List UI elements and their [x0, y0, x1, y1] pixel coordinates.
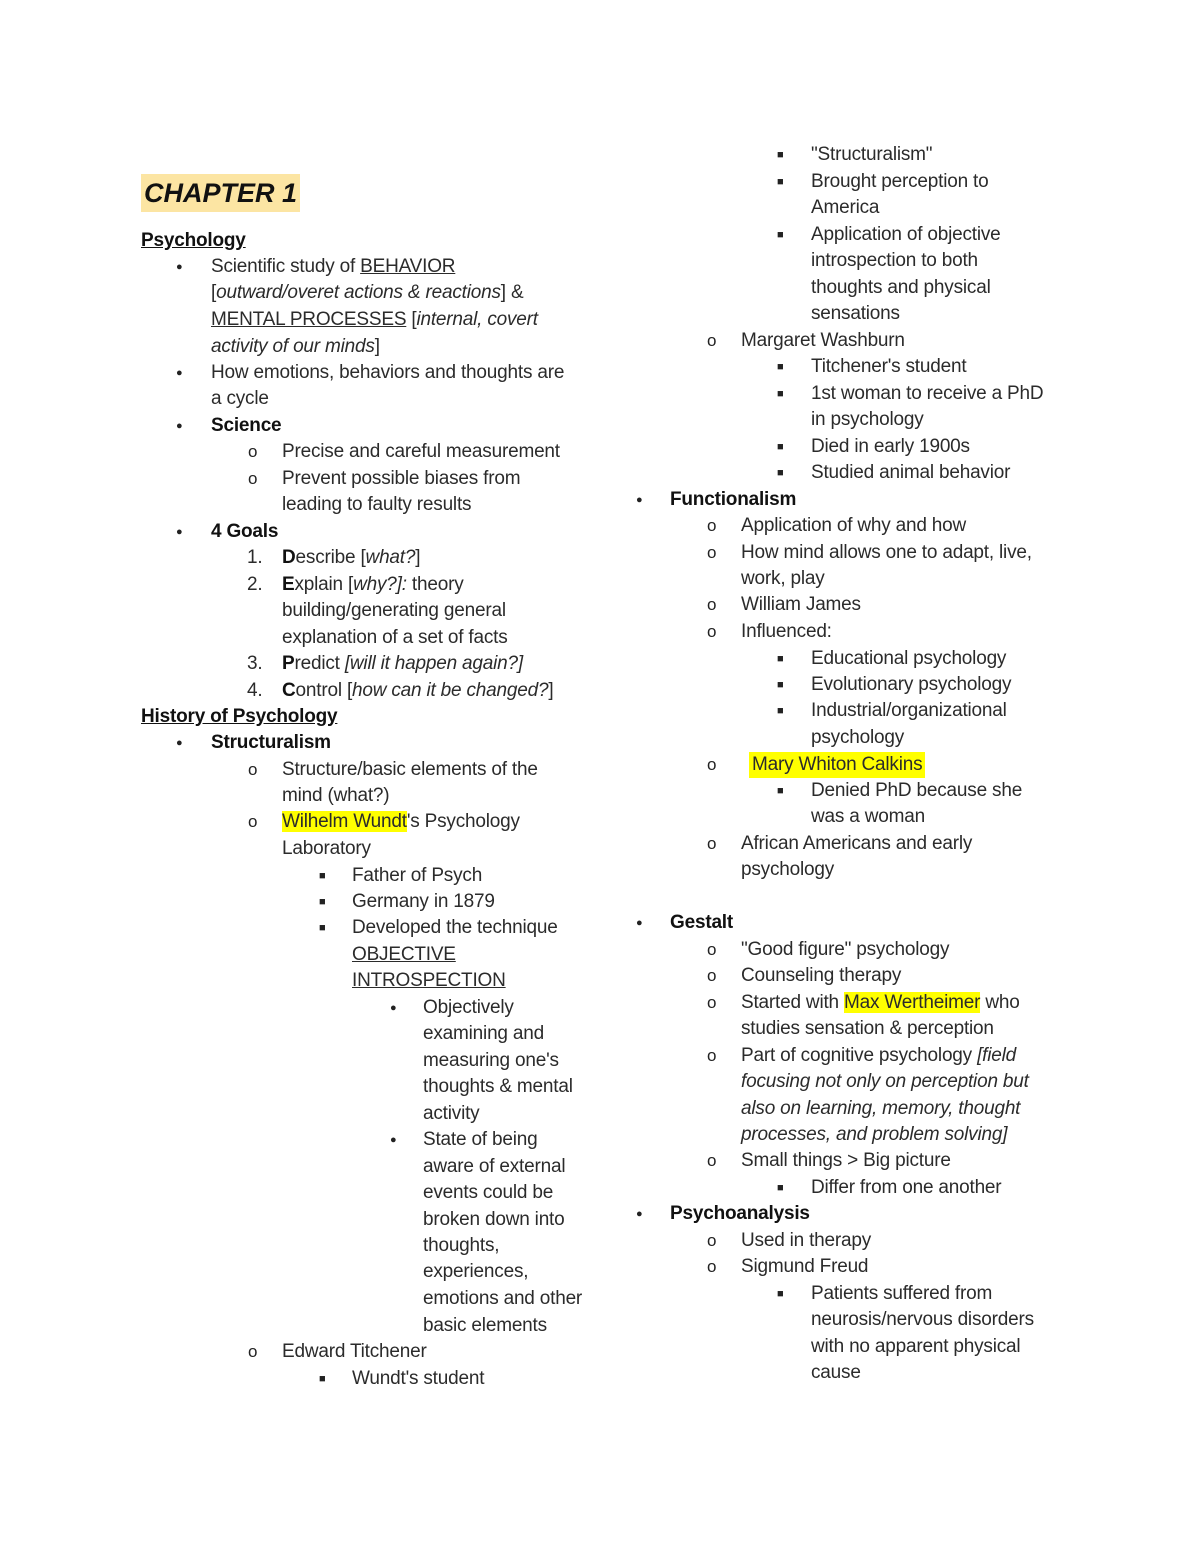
bullet-square [777, 381, 784, 409]
bullet-square [777, 222, 784, 250]
application-line: thoughts and physical [811, 277, 991, 298]
goal-explain-line-3: explanation of a set of facts [282, 627, 508, 648]
germany-item: Germany in 1879 [352, 891, 495, 912]
patients-line: neurosis/nervous disorders [811, 1309, 1034, 1330]
cognitive-line-1: Part of cognitive psychology [field [741, 1045, 1016, 1066]
bullet-square [319, 863, 326, 891]
african-line-1: African Americans and early [741, 833, 973, 854]
state-line: aware of external [423, 1156, 566, 1177]
goal-number: 4. [247, 680, 263, 701]
gestalt-label: Gestalt [670, 912, 734, 933]
patients-line: Patients suffered from [811, 1283, 993, 1304]
state-line: emotions and other [423, 1288, 583, 1309]
died-item: Died in early 1900s [811, 436, 970, 457]
precise-item: Precise and careful measurement [282, 441, 560, 462]
influenced-label: Influenced: [741, 621, 832, 642]
state-line: experiences, [423, 1261, 529, 1282]
bullet-circle [707, 937, 716, 963]
brought-line-2: America [811, 197, 880, 218]
wundt-student-item: Wundt's student [352, 1368, 485, 1389]
mind-line-2: work, play [741, 568, 825, 589]
calkins-name: Mary Whiton Calkins [749, 752, 925, 778]
bullet-square [319, 889, 326, 917]
bullet-circle [707, 513, 716, 539]
father-item: Father of Psych [352, 865, 483, 886]
bullet-square [777, 460, 784, 488]
goal-explain: Explain [why?]: theory [282, 574, 464, 595]
objectively-line: examining and [423, 1023, 544, 1044]
bullet-square [777, 354, 784, 382]
bullet-disc [176, 519, 183, 547]
definition-line-4: activity of our minds] [211, 336, 380, 357]
bullet-square [777, 778, 784, 806]
bullet-disc [636, 910, 643, 938]
structure-line-1: Structure/basic elements of the [282, 759, 538, 780]
started-line-2: studies sensation & perception [741, 1018, 994, 1039]
started-line-1: Started with Max Wertheimer who [741, 992, 1020, 1013]
first-woman-line-2: in psychology [811, 409, 924, 430]
brought-line-1: Brought perception to [811, 171, 989, 192]
washburn-name: Margaret Washburn [741, 330, 905, 351]
bullet-circle [707, 540, 716, 566]
objectively-line: activity [423, 1103, 480, 1124]
bullet-circle [707, 328, 716, 354]
psychoanalysis-label: Psychoanalysis [670, 1203, 810, 1224]
good-figure-item: "Good figure" psychology [741, 939, 950, 960]
bullet-disc [176, 730, 183, 758]
bullet-circle [707, 592, 716, 618]
objective-term: OBJECTIVE [352, 944, 456, 965]
african-line-2: psychology [741, 859, 835, 880]
bullet-circle [248, 1339, 257, 1365]
patients-line: cause [811, 1362, 861, 1383]
cognitive-line-2: focusing not only on perception but [741, 1071, 1029, 1092]
prevent-line-2: leading to faulty results [282, 494, 472, 515]
bullet-circle [248, 809, 257, 835]
objectively-line: measuring one's [423, 1050, 559, 1071]
state-line: thoughts, [423, 1235, 500, 1256]
definition-line-1: Scientific study of BEHAVIOR [211, 256, 456, 277]
goal-number: 3. [247, 653, 263, 674]
why-how-item: Application of why and how [741, 515, 967, 536]
differ-item: Differ from one another [811, 1177, 1002, 1198]
bullet-disc [390, 995, 397, 1023]
bullet-circle [707, 752, 716, 778]
mind-line-1: How mind allows one to adapt, live, [741, 542, 1032, 563]
bullet-disc [636, 1201, 643, 1229]
educational-item: Educational psychology [811, 648, 1007, 669]
goal-predict: Predict [will it happen again?] [282, 653, 523, 674]
state-line: State of being [423, 1129, 538, 1150]
state-line: broken down into [423, 1209, 565, 1230]
psychology-heading: Psychology [141, 230, 246, 251]
wundt-line-2: Laboratory [282, 838, 371, 859]
cognitive-line-3: also on learning, memory, thought [741, 1098, 1021, 1119]
bullet-square [777, 1175, 784, 1203]
counseling-item: Counseling therapy [741, 965, 902, 986]
definition-line-2: [outward/overet actions & reactions] & [211, 282, 524, 303]
james-name: William James [741, 594, 861, 615]
titchener-student-item: Titchener's student [811, 356, 967, 377]
bullet-square [777, 698, 784, 726]
bullet-circle [707, 1148, 716, 1174]
goals-label: 4 Goals [211, 521, 279, 542]
developed-item: Developed the technique [352, 917, 558, 938]
bullet-square [777, 672, 784, 700]
titchener-name: Edward Titchener [282, 1341, 427, 1362]
bullet-square [777, 434, 784, 462]
bullet-circle [707, 1254, 716, 1280]
bullet-square [777, 646, 784, 674]
state-line: basic elements [423, 1315, 547, 1336]
industrial-line-2: psychology [811, 727, 905, 748]
bullet-disc [176, 413, 183, 441]
animal-item: Studied animal behavior [811, 462, 1011, 483]
bullet-circle [248, 439, 257, 465]
bullet-circle [707, 963, 716, 989]
bullet-circle [707, 619, 716, 645]
structuralism-label: Structuralism [211, 732, 331, 753]
introspection-term: INTROSPECTION [352, 970, 506, 991]
application-line: introspection to both [811, 250, 978, 271]
bullet-circle [248, 466, 257, 492]
science-label: Science [211, 415, 282, 436]
bullet-disc [176, 254, 183, 282]
goal-control: Control [how can it be changed?] [282, 680, 554, 701]
therapy-item: Used in therapy [741, 1230, 872, 1251]
history-heading: History of Psychology [141, 706, 338, 727]
industrial-line-1: Industrial/organizational [811, 700, 1007, 721]
bullet-circle [707, 1228, 716, 1254]
prevent-line-1: Prevent possible biases from [282, 468, 521, 489]
bullet-disc [390, 1127, 397, 1155]
cycle-line-2: a cycle [211, 388, 269, 409]
bullet-disc [176, 360, 183, 388]
bullet-square [319, 915, 326, 943]
small-things-item: Small things > Big picture [741, 1150, 951, 1171]
wundt-line-1: Wilhelm Wundt's Psychology [282, 811, 520, 832]
bullet-circle [707, 1043, 716, 1069]
denied-line-1: Denied PhD because she [811, 780, 1023, 801]
definition-line-3: MENTAL PROCESSES [internal, covert [211, 309, 538, 330]
goal-number: 2. [247, 574, 263, 595]
application-line: sensations [811, 303, 900, 324]
functionalism-label: Functionalism [670, 489, 797, 510]
bullet-square [777, 142, 784, 170]
cognitive-line-4: processes, and problem solving] [741, 1124, 1008, 1145]
bullet-square [777, 169, 784, 197]
structuralism-quote: "Structuralism" [811, 144, 933, 165]
objectively-line: Objectively [423, 997, 514, 1018]
first-woman-line-1: 1st woman to receive a PhD [811, 383, 1044, 404]
bullet-circle [707, 831, 716, 857]
bullet-circle [707, 990, 716, 1016]
evolutionary-item: Evolutionary psychology [811, 674, 1012, 695]
structure-line-2: mind (what?) [282, 785, 390, 806]
state-line: events could be [423, 1182, 554, 1203]
objectively-line: thoughts & mental [423, 1076, 573, 1097]
bullet-square [319, 1366, 326, 1394]
patients-line: with no apparent physical [811, 1336, 1021, 1357]
bullet-circle [248, 757, 257, 783]
chapter-title: CHAPTER 1 [141, 174, 300, 212]
goal-explain-line-2: building/generating general [282, 600, 506, 621]
bullet-square [777, 1281, 784, 1309]
cycle-line-1: How emotions, behaviors and thoughts are [211, 362, 565, 383]
application-line: Application of objective [811, 224, 1001, 245]
goal-number: 1. [247, 547, 263, 568]
goal-describe: Describe [what?] [282, 547, 421, 568]
freud-name: Sigmund Freud [741, 1256, 869, 1277]
bullet-disc [636, 487, 643, 515]
denied-line-2: was a woman [811, 806, 925, 827]
